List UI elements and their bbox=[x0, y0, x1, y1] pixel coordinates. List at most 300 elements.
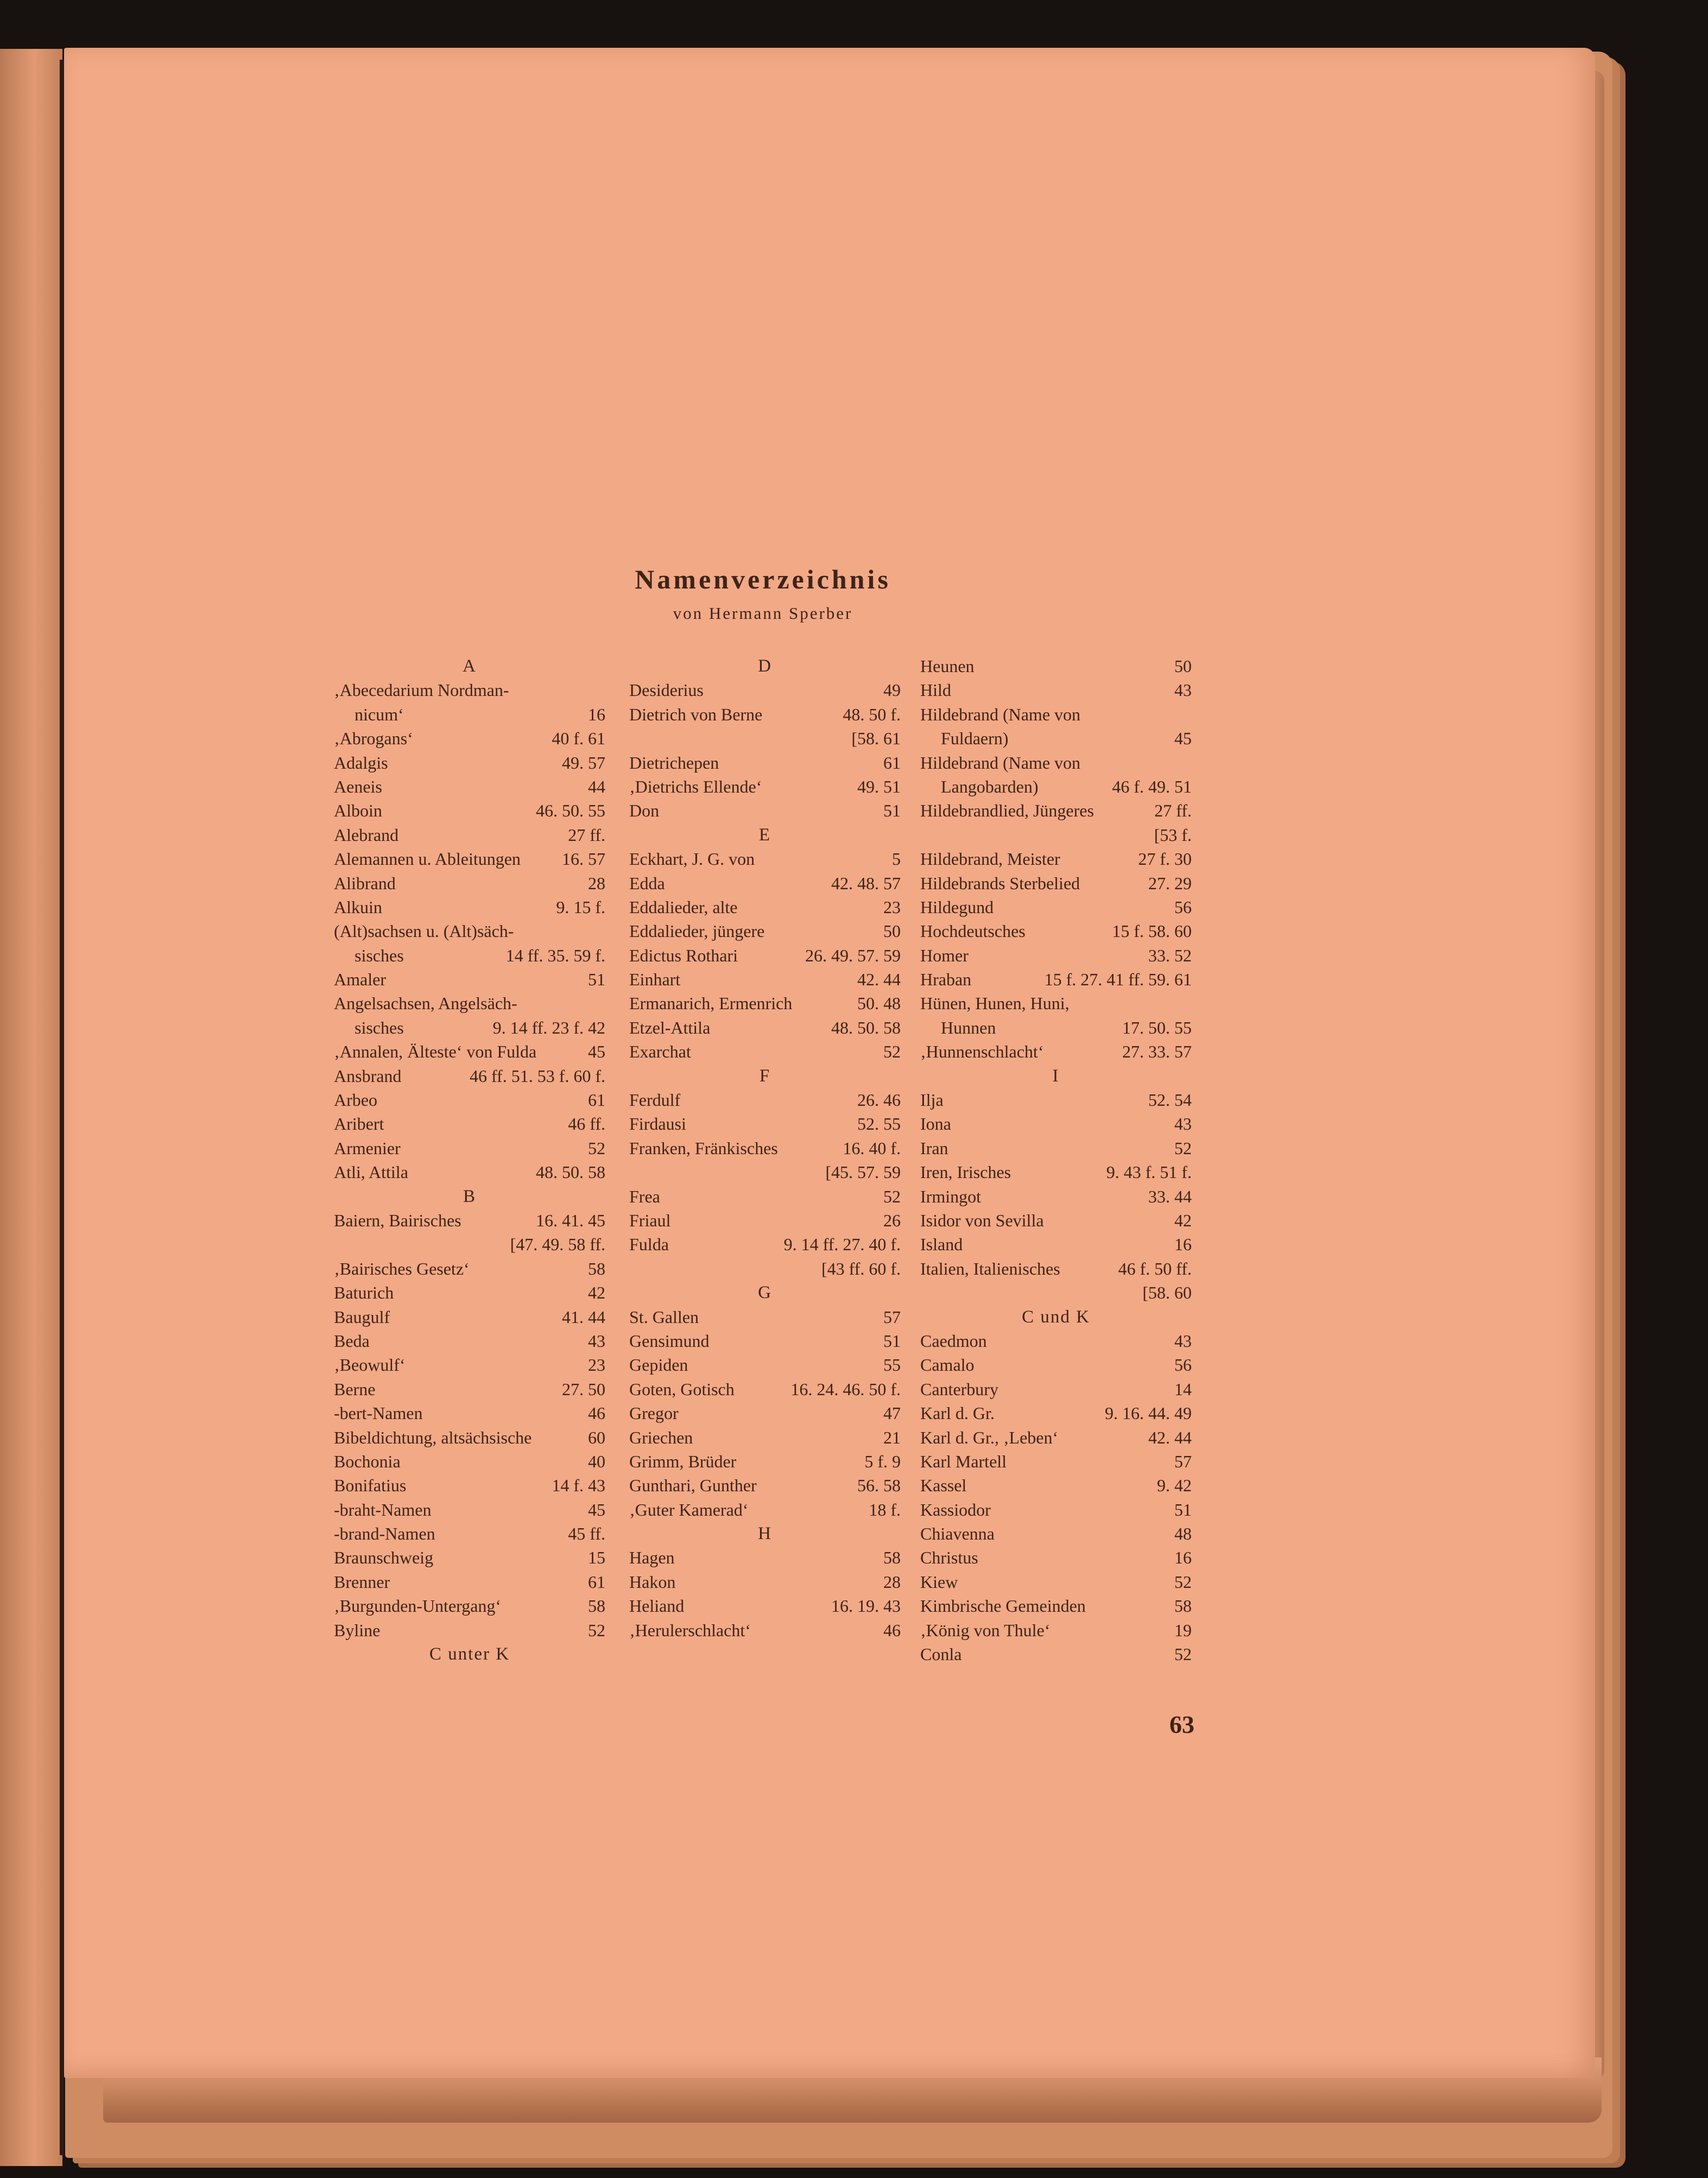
entry-pages: 45 bbox=[1174, 729, 1192, 749]
index-entry bbox=[629, 871, 901, 895]
index-entry bbox=[334, 678, 605, 702]
index-entry bbox=[334, 991, 605, 1015]
entry-name: Bibeldichtung, altsächsische bbox=[334, 1427, 532, 1447]
index-entry bbox=[920, 726, 1192, 750]
entry-name: Bonifatius bbox=[334, 1476, 407, 1496]
entry-name: Baugulf bbox=[334, 1307, 390, 1327]
section-heading bbox=[629, 823, 901, 847]
entry-name: Gregor bbox=[629, 1403, 679, 1423]
entry-pages: 58 bbox=[588, 1258, 605, 1278]
entry-pages: 15 bbox=[588, 1548, 605, 1568]
entry-name: Camalo bbox=[920, 1355, 975, 1375]
index-entry bbox=[920, 944, 1192, 967]
entry-pages: 5 bbox=[892, 849, 901, 869]
index-entry bbox=[920, 1281, 1192, 1305]
index-entry bbox=[629, 1353, 901, 1377]
index-entry bbox=[920, 1618, 1192, 1642]
index-entry bbox=[920, 1329, 1192, 1353]
index-entry bbox=[629, 1016, 901, 1040]
entry-pages: 46 ff. bbox=[568, 1114, 605, 1134]
entry-pages: 49. 57 bbox=[562, 752, 605, 773]
index-entry bbox=[629, 1088, 901, 1112]
index-entry bbox=[629, 1329, 901, 1353]
index-entry bbox=[920, 1185, 1192, 1208]
index-entry bbox=[629, 1377, 901, 1401]
index-entry bbox=[629, 1426, 901, 1449]
entry-name: ‚Guter Kamerad‘ bbox=[629, 1499, 749, 1519]
entry-name: Armenier bbox=[334, 1138, 401, 1158]
index-entry bbox=[629, 1257, 901, 1281]
entry-pages: 16. 40 f. bbox=[843, 1138, 901, 1158]
entry-pages: 60 bbox=[588, 1427, 605, 1447]
entry-pages: 9. 42 bbox=[1157, 1476, 1192, 1496]
entry-pages: 9. 14 ff. 23 f. 42 bbox=[492, 1017, 605, 1037]
book-gutter bbox=[60, 60, 64, 2155]
entry-pages: 44 bbox=[588, 776, 605, 796]
page-number: 63 bbox=[1169, 1711, 1194, 1738]
entry-name: Alboin bbox=[334, 801, 382, 821]
entry-pages: 61 bbox=[588, 1572, 605, 1592]
entry-name: Alibrand bbox=[334, 873, 396, 893]
entry-pages: 46 ff. 51. 53 f. 60 f. bbox=[469, 1066, 605, 1086]
index-column-1 bbox=[334, 654, 605, 1666]
entry-name: Isidor von Sevilla bbox=[920, 1210, 1044, 1230]
entry-name: Eckhart, J. G. von bbox=[629, 849, 755, 869]
index-entry bbox=[334, 799, 605, 822]
entry-pages: 46 f. 50 ff. bbox=[1118, 1258, 1192, 1278]
entry-pages: 15 f. 58. 60 bbox=[1112, 921, 1192, 941]
entry-name: Berne bbox=[334, 1379, 376, 1399]
entry-name: ‚Hunnenschlacht‘ bbox=[920, 1042, 1044, 1062]
section-letter: H bbox=[758, 1524, 772, 1544]
entry-pages: 56 bbox=[1174, 897, 1192, 917]
entry-name: Braunschweig bbox=[334, 1548, 434, 1568]
entry-name: Exarchat bbox=[629, 1042, 691, 1062]
entry-name: Hünen, Hunen, Huni, bbox=[920, 993, 1070, 1014]
index-entry bbox=[629, 1498, 901, 1522]
entry-pages: 49 bbox=[883, 680, 901, 700]
section-heading bbox=[629, 1522, 901, 1546]
entry-name: Beda bbox=[334, 1331, 370, 1351]
entry-name: Hildebrands Sterbelied bbox=[920, 873, 1080, 893]
index-entry bbox=[920, 1642, 1192, 1666]
entry-pages: 48. 50 f. bbox=[843, 704, 901, 724]
index-entry bbox=[629, 775, 901, 799]
entry-name: ‚König von Thule‘ bbox=[920, 1620, 1051, 1640]
index-entry bbox=[920, 1426, 1192, 1449]
entry-name: -bert-Namen bbox=[334, 1403, 423, 1423]
entry-name: Italien, Italienisches bbox=[920, 1258, 1060, 1278]
section-heading bbox=[334, 1642, 605, 1666]
entry-pages: 21 bbox=[883, 1427, 901, 1447]
entry-name: Gensimund bbox=[629, 1331, 710, 1351]
entry-pages: 15 f. 27. 41 ff. 59. 61 bbox=[1044, 970, 1192, 990]
index-entry bbox=[920, 1232, 1192, 1256]
index-entry bbox=[920, 1353, 1192, 1377]
index-entry bbox=[334, 1401, 605, 1425]
index-entry bbox=[334, 1329, 605, 1353]
entry-name: Hochdeutsches bbox=[920, 921, 1026, 941]
entry-pages: 57 bbox=[1174, 1451, 1192, 1471]
index-entry bbox=[334, 1353, 605, 1377]
entry-name: ‚Herulerschlacht‘ bbox=[629, 1620, 751, 1640]
entry-name: Atli, Attila bbox=[334, 1162, 408, 1182]
entry-name: Dietrichepen bbox=[629, 752, 719, 773]
entry-name: Karl d. Gr. bbox=[920, 1403, 995, 1423]
entry-pages: 42 bbox=[1174, 1210, 1192, 1230]
index-entry bbox=[629, 1112, 901, 1136]
index-entry bbox=[920, 1498, 1192, 1522]
index-entry bbox=[334, 1064, 605, 1088]
entry-pages: 50 bbox=[883, 921, 901, 941]
entry-name: Ansbrand bbox=[334, 1066, 402, 1086]
index-entry bbox=[629, 1136, 901, 1160]
index-entry bbox=[629, 1305, 901, 1329]
entry-name: Ferdulf bbox=[629, 1090, 681, 1110]
entry-name: nicum‘ bbox=[355, 704, 404, 724]
entry-name: Karl Martell bbox=[920, 1451, 1007, 1471]
entry-pages: 55 bbox=[883, 1355, 901, 1375]
index-entry bbox=[629, 847, 901, 871]
entry-pages: 33. 52 bbox=[1148, 945, 1192, 965]
index-entry bbox=[629, 751, 901, 775]
entry-pages: 46 f. 49. 51 bbox=[1112, 776, 1192, 796]
entry-name: Byline bbox=[334, 1620, 381, 1640]
index-entry bbox=[334, 702, 605, 726]
entry-name: Hildebrandlied, Jüngeres bbox=[920, 801, 1094, 821]
index-entry bbox=[920, 823, 1192, 847]
index-entry bbox=[920, 702, 1192, 726]
entry-name: sisches bbox=[355, 945, 404, 965]
index-entry bbox=[629, 799, 901, 822]
entry-pages: 16. 57 bbox=[562, 849, 605, 869]
entry-name: Heunen bbox=[920, 656, 975, 676]
index-entry bbox=[334, 919, 605, 943]
index-entry bbox=[920, 1136, 1192, 1160]
index-entry bbox=[920, 1522, 1192, 1546]
index-entry bbox=[334, 1305, 605, 1329]
entry-pages: 9. 15 f. bbox=[556, 897, 605, 917]
entry-pages: 52 bbox=[588, 1620, 605, 1640]
entry-name: Eddalieder, alte bbox=[629, 897, 738, 917]
entry-pages: 45 bbox=[588, 1499, 605, 1519]
section-letter: E bbox=[758, 825, 771, 845]
index-entry bbox=[920, 1208, 1192, 1232]
entry-name: Karl d. Gr., ‚Leben‘ bbox=[920, 1427, 1059, 1447]
entry-name: Gepiden bbox=[629, 1355, 688, 1375]
index-entry bbox=[334, 1426, 605, 1449]
index-entry bbox=[334, 1498, 605, 1522]
section-letter: A bbox=[463, 656, 477, 676]
entry-pages: 45 bbox=[588, 1042, 605, 1062]
entry-pages: 16 bbox=[1174, 1234, 1192, 1255]
index-entry bbox=[920, 1257, 1192, 1281]
entry-name: Grimm, Brüder bbox=[629, 1451, 737, 1471]
index-entry bbox=[334, 1257, 605, 1281]
entry-name: Iona bbox=[920, 1114, 951, 1134]
index-entry bbox=[920, 1594, 1192, 1618]
entry-pages: 42. 44 bbox=[1148, 1427, 1192, 1447]
index-entry bbox=[629, 726, 901, 750]
entry-name: Irmingot bbox=[920, 1186, 981, 1206]
entry-pages: 48. 50. 58 bbox=[536, 1162, 605, 1182]
entry-pages: 17. 50. 55 bbox=[1122, 1017, 1192, 1037]
entry-name: Kiew bbox=[920, 1572, 958, 1592]
entry-pages: [43 ff. 60 f. bbox=[821, 1258, 901, 1278]
section-letter: C und K bbox=[1022, 1307, 1090, 1327]
entry-name: ‚Bairisches Gesetz‘ bbox=[334, 1258, 470, 1278]
entry-pages: 9. 14 ff. 27. 40 f. bbox=[783, 1234, 901, 1255]
entry-name: Hraban bbox=[920, 970, 972, 990]
index-entry bbox=[920, 1112, 1192, 1136]
section-heading bbox=[920, 1064, 1192, 1088]
index-entry bbox=[334, 775, 605, 799]
entry-name: Firdausi bbox=[629, 1114, 686, 1134]
entry-name: -braht-Namen bbox=[334, 1499, 432, 1519]
index-entry bbox=[629, 944, 901, 967]
entry-pages: 27. 50 bbox=[562, 1379, 605, 1399]
entry-pages: 41. 44 bbox=[562, 1307, 605, 1327]
index-entry bbox=[334, 823, 605, 847]
index-entry bbox=[920, 967, 1192, 991]
entry-pages: 43 bbox=[1174, 1114, 1192, 1134]
section-heading bbox=[629, 654, 901, 678]
entry-pages: 27 ff. bbox=[568, 825, 605, 845]
entry-pages: 61 bbox=[588, 1090, 605, 1110]
entry-name: Island bbox=[920, 1234, 963, 1255]
entry-pages: 52 bbox=[1174, 1572, 1192, 1592]
entry-pages: 9. 43 f. 51 f. bbox=[1106, 1162, 1192, 1182]
entry-name: Arbeo bbox=[334, 1090, 377, 1110]
index-entry bbox=[629, 678, 901, 702]
entry-pages: 26. 49. 57. 59 bbox=[805, 945, 901, 965]
entry-pages: 56. 58 bbox=[857, 1476, 901, 1496]
entry-name: ‚Beowulf‘ bbox=[334, 1355, 406, 1375]
section-letter: C unter K bbox=[429, 1644, 510, 1664]
entry-pages: 52 bbox=[1174, 1138, 1192, 1158]
index-entry bbox=[334, 944, 605, 967]
entry-pages: 46. 50. 55 bbox=[536, 801, 605, 821]
section-heading bbox=[920, 1305, 1192, 1329]
entry-name: Franken, Fränkisches bbox=[629, 1138, 778, 1158]
index-entry bbox=[334, 1522, 605, 1546]
entry-name: Desiderius bbox=[629, 680, 704, 700]
entry-pages: 16 bbox=[588, 704, 605, 724]
index-entry bbox=[334, 871, 605, 895]
index-entry bbox=[334, 1088, 605, 1112]
entry-name: Einhart bbox=[629, 970, 681, 990]
index-entry bbox=[920, 871, 1192, 895]
index-entry bbox=[629, 1232, 901, 1256]
entry-name: Christus bbox=[920, 1548, 978, 1568]
entry-name: Ermanarich, Ermenrich bbox=[629, 993, 793, 1014]
entry-pages: 52. 54 bbox=[1148, 1090, 1192, 1110]
entry-pages: 51 bbox=[588, 970, 605, 990]
entry-name: Bochonia bbox=[334, 1451, 401, 1471]
entry-pages: 43 bbox=[588, 1331, 605, 1351]
entry-pages: 51 bbox=[883, 801, 901, 821]
entry-name: Iran bbox=[920, 1138, 948, 1158]
index-entry bbox=[920, 1016, 1192, 1040]
index-entry bbox=[334, 1136, 605, 1160]
index-entry bbox=[920, 1546, 1192, 1569]
index-entry bbox=[629, 1185, 901, 1208]
entry-pages: 52. 55 bbox=[857, 1114, 901, 1134]
section-heading bbox=[629, 1064, 901, 1088]
entry-name: Hild bbox=[920, 680, 951, 700]
entry-name: Canterbury bbox=[920, 1379, 998, 1399]
entry-name: Hildebrand (Name von bbox=[920, 704, 1081, 724]
entry-pages: 40 bbox=[588, 1451, 605, 1471]
index-entry bbox=[629, 1618, 901, 1642]
index-entry bbox=[629, 1570, 901, 1594]
facing-page-edge bbox=[0, 49, 62, 2166]
entry-pages: 27 ff. bbox=[1154, 801, 1192, 821]
entry-pages: 28 bbox=[883, 1572, 901, 1592]
index-entry bbox=[629, 1473, 901, 1497]
entry-pages: 52 bbox=[588, 1138, 605, 1158]
entry-name: Goten, Gotisch bbox=[629, 1379, 735, 1399]
index-entry bbox=[334, 726, 605, 750]
entry-name: Langobarden) bbox=[941, 776, 1039, 796]
index-entry bbox=[334, 895, 605, 919]
entry-name: Ilja bbox=[920, 1090, 944, 1110]
index-entry bbox=[334, 1160, 605, 1184]
index-entry bbox=[629, 1401, 901, 1425]
entry-pages: 42. 44 bbox=[857, 970, 901, 990]
page-subtitle: von Hermann Sperber bbox=[673, 604, 853, 623]
index-entry bbox=[334, 1112, 605, 1136]
entry-pages: 16 bbox=[1174, 1548, 1192, 1568]
entry-pages: 46 bbox=[588, 1403, 605, 1423]
entry-name: Hakon bbox=[629, 1572, 676, 1592]
index-entry bbox=[920, 1377, 1192, 1401]
index-entry bbox=[334, 751, 605, 775]
entry-name: Eddalieder, jüngere bbox=[629, 921, 765, 941]
page-title: Namenverzeichnis bbox=[635, 564, 891, 594]
entry-name: Homer bbox=[920, 945, 969, 965]
entry-pages: 16. 19. 43 bbox=[831, 1596, 901, 1616]
entry-name: ‚Abrogans‘ bbox=[334, 729, 413, 749]
entry-pages: 58 bbox=[1174, 1596, 1192, 1616]
index-entry bbox=[629, 1040, 901, 1063]
entry-pages: 43 bbox=[1174, 680, 1192, 700]
entry-name: Friaul bbox=[629, 1210, 671, 1230]
entry-name: Dietrich von Berne bbox=[629, 704, 763, 724]
entry-pages: 61 bbox=[883, 752, 901, 773]
index-entry bbox=[920, 1401, 1192, 1425]
index-entry bbox=[920, 1570, 1192, 1594]
index-entry bbox=[629, 991, 901, 1015]
entry-name: ‚Annalen, Älteste‘ von Fulda bbox=[334, 1042, 537, 1062]
entry-name: Baiern, Bairisches bbox=[334, 1210, 461, 1230]
entry-pages: 40 f. 61 bbox=[552, 729, 605, 749]
entry-name: Edda bbox=[629, 873, 665, 893]
index-entry bbox=[920, 1088, 1192, 1112]
entry-name: (Alt)sachsen u. (Alt)säch- bbox=[334, 921, 514, 941]
entry-pages: 47 bbox=[883, 1403, 901, 1423]
entry-pages: 14 bbox=[1174, 1379, 1192, 1399]
index-entry bbox=[629, 702, 901, 726]
entry-pages: 46 bbox=[883, 1620, 901, 1640]
entry-name: Caedmon bbox=[920, 1331, 987, 1351]
index-entry bbox=[920, 1160, 1192, 1184]
entry-pages: 43 bbox=[1174, 1331, 1192, 1351]
entry-pages: 16. 24. 46. 50 f. bbox=[790, 1379, 901, 1399]
index-entry bbox=[920, 919, 1192, 943]
entry-name: Kassiodor bbox=[920, 1499, 991, 1519]
index-entry bbox=[920, 847, 1192, 871]
index-entry bbox=[629, 1546, 901, 1569]
index-entry bbox=[334, 1546, 605, 1569]
entry-name: Conla bbox=[920, 1644, 962, 1664]
index-entry bbox=[920, 654, 1192, 678]
entry-pages: 9. 16. 44. 49 bbox=[1105, 1403, 1192, 1423]
entry-name: Amaler bbox=[334, 970, 386, 990]
index-entry bbox=[920, 895, 1192, 919]
entry-pages: [45. 57. 59 bbox=[825, 1162, 901, 1182]
section-heading bbox=[334, 1185, 605, 1208]
entry-name: -brand-Namen bbox=[334, 1524, 435, 1544]
entry-pages: 5 f. 9 bbox=[864, 1451, 901, 1471]
index-entry bbox=[334, 847, 605, 871]
entry-pages: 50. 48 bbox=[857, 993, 901, 1014]
index-entry bbox=[334, 1377, 605, 1401]
entry-pages: 48 bbox=[1174, 1524, 1192, 1544]
entry-pages: 51 bbox=[883, 1331, 901, 1351]
index-entry bbox=[334, 967, 605, 991]
index-entry bbox=[629, 895, 901, 919]
entry-name: Hunnen bbox=[941, 1017, 996, 1037]
index-entry bbox=[629, 919, 901, 943]
entry-pages: [53 f. bbox=[1154, 825, 1192, 845]
entry-pages: [58. 61 bbox=[851, 729, 901, 749]
entry-name: Edictus Rothari bbox=[629, 945, 738, 965]
section-letter: I bbox=[1052, 1066, 1060, 1086]
entry-pages: 45 ff. bbox=[568, 1524, 605, 1544]
section-letter: B bbox=[463, 1186, 476, 1206]
entry-pages: 14 f. 43 bbox=[552, 1476, 605, 1496]
index-entry bbox=[629, 1208, 901, 1232]
entry-pages: 51 bbox=[1174, 1499, 1192, 1519]
entry-pages: 23 bbox=[883, 897, 901, 917]
index-entry bbox=[334, 1594, 605, 1618]
section-heading bbox=[334, 654, 605, 678]
entry-pages: 33. 44 bbox=[1148, 1186, 1192, 1206]
entry-pages: 26 bbox=[883, 1210, 901, 1230]
entry-name: ‚Dietrichs Ellende‘ bbox=[629, 776, 762, 796]
entry-name: Fuldaern) bbox=[941, 729, 1009, 749]
index-entry bbox=[629, 1449, 901, 1473]
index-entry bbox=[920, 1473, 1192, 1497]
entry-name: Aeneis bbox=[334, 776, 382, 796]
entry-pages: 49. 51 bbox=[857, 776, 901, 796]
entry-name: Aribert bbox=[334, 1114, 384, 1134]
index-entry bbox=[629, 1594, 901, 1618]
index-entry bbox=[334, 1570, 605, 1594]
index-column-2 bbox=[629, 654, 901, 1642]
index-entry bbox=[920, 991, 1192, 1015]
entry-name: ‚Burgunden-Untergang‘ bbox=[334, 1596, 502, 1616]
index-entry bbox=[334, 1281, 605, 1305]
index-column-3 bbox=[920, 654, 1192, 1666]
entry-name: St. Gallen bbox=[629, 1307, 699, 1327]
index-entry bbox=[334, 1618, 605, 1642]
entry-pages: 56 bbox=[1174, 1355, 1192, 1375]
entry-name: Alebrand bbox=[334, 825, 399, 845]
section-letter: F bbox=[759, 1066, 771, 1086]
index-entry bbox=[334, 1473, 605, 1497]
